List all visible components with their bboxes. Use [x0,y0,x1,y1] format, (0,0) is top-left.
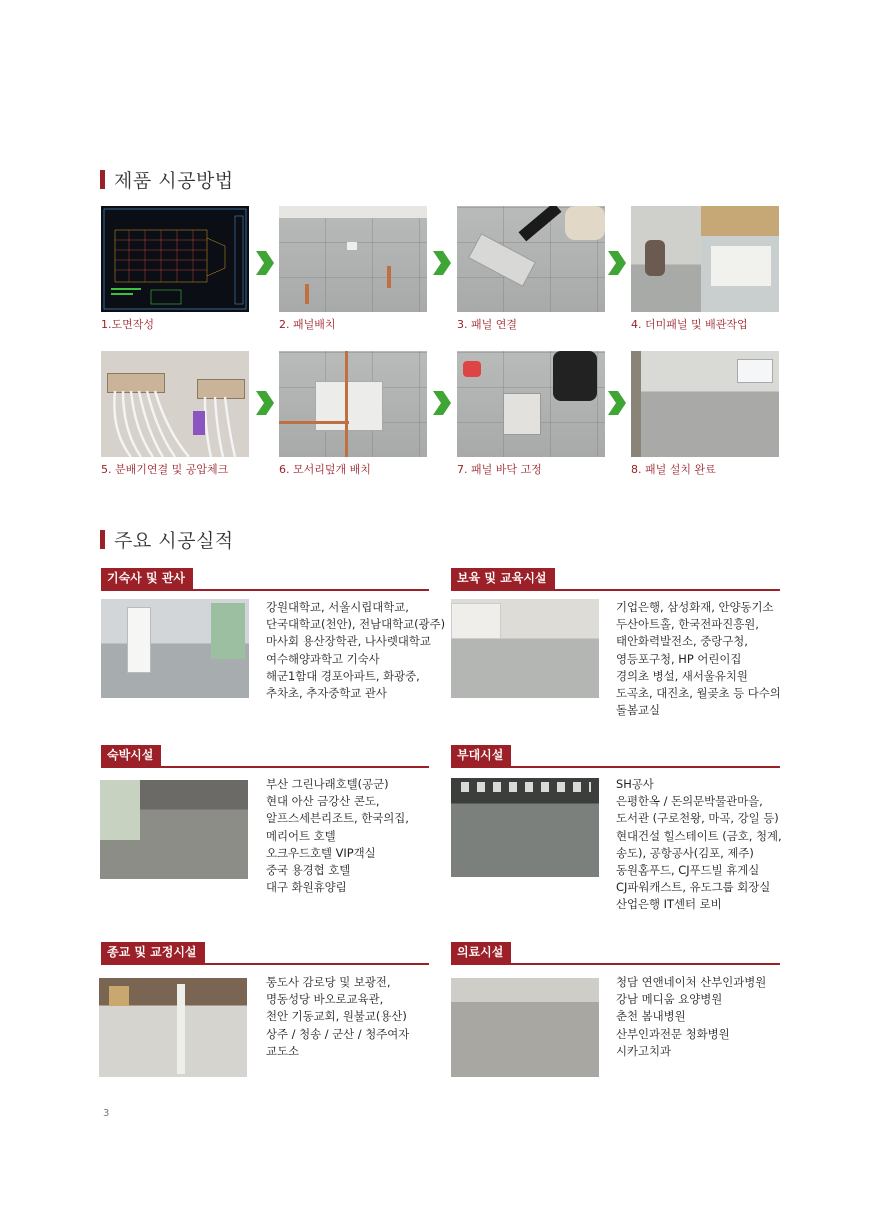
category-title: 기숙사 및 관사 [101,568,193,589]
category-title: 부대시설 [451,745,511,766]
list-item: 현대건설 힐스테이트 (금호, 청계, [616,828,782,843]
list-item: CJ파워캐스트, 유도그룹 회장실 [616,880,771,895]
list-item: 강남 메디움 요양병원 [616,992,723,1007]
step-8 [631,351,779,477]
category-photo [451,778,599,877]
category-list [266,599,445,702]
list-item: 메리어트 호텔 [266,828,336,843]
category-header [101,744,429,768]
step-photo [279,206,427,312]
list-item: 강원대학교, 서울시립대학교, [266,600,409,614]
step-1 [101,206,249,332]
list-item: 두산아트홀, 한국전파진흥원, [616,617,759,632]
step-caption: 2. 패널배치 [279,318,336,331]
category-list [616,776,782,914]
list-item: 오크우드호텔 VIP객실 [266,845,376,860]
step-photo [457,351,605,457]
step-caption: 4. 더미패널 및 배관작업 [631,318,748,331]
list-item: 여수해양과학고 기숙사 [266,651,380,666]
category-list [616,599,781,719]
list-item: 춘천 봄내병원 [616,1009,686,1024]
list-item: 상주 / 청송 / 군산 / 청주여자 [266,1026,410,1041]
chevron-right-icon [431,249,453,277]
list-item: 마사회 용산장학관, 나사렛대학교 [266,634,431,649]
list-item: 기업은행, 삼성화재, 안양동기소 [616,600,774,614]
list-item: 부산 그린나래호텔(공군) [266,777,389,791]
list-item: 명동성당 바오로교육관, [266,992,384,1007]
step-photo [457,206,605,312]
step-caption: 6. 모서리덮개 배치 [279,463,371,476]
list-item: 영등포구청, HP 어린이집 [616,651,742,666]
list-item: 교도소 [266,1043,300,1058]
step-caption: 3. 패널 연결 [457,318,517,331]
step-photo [631,351,779,457]
list-item: 통도사 감로당 및 보광전, [266,975,391,989]
method-section-title [100,166,234,193]
category-title: 숙박시설 [101,745,161,766]
category-photo [451,978,599,1077]
step-caption: 8. 패널 설치 완료 [631,463,716,476]
list-item: 산업은행 IT센터 로비 [616,897,722,912]
category-title: 종교 및 교정시설 [101,942,205,963]
list-item: 청담 연앤네이처 산부인과병원 [616,975,767,989]
category-header [451,567,780,591]
category-title: 보육 및 교육시설 [451,568,555,589]
title-bar [100,530,105,549]
results-section-title [100,526,234,553]
list-item: 단국대학교(천안), 전남대학교(광주) [266,617,446,632]
list-item: 중국 용경협 호텔 [266,863,351,878]
list-item: SH공사 [616,777,654,791]
chevron-right-icon [606,389,628,417]
category-photo [99,978,247,1077]
category-header [451,941,780,965]
list-item: 도곡초, 대진초, 월곶초 등 다수의 [616,686,781,701]
results-title-text: 주요 시공실적 [114,530,234,552]
category-title: 의료시설 [451,942,511,963]
step-caption: 7. 패널 바닥 고정 [457,463,542,476]
chevron-right-icon [254,249,276,277]
category-list [266,974,409,1060]
category-list [266,776,409,896]
list-item: 대구 화원휴양림 [266,880,347,895]
chevron-right-icon [254,389,276,417]
list-item: 알프스세븐리조트, 한국의집, [266,811,409,826]
category-list [616,974,766,1060]
chevron-right-icon [431,389,453,417]
step-photo [279,351,427,457]
title-bar [100,170,105,189]
category-header [101,567,429,591]
method-title-text: 제품 시공방법 [114,170,234,192]
step-photo [101,206,249,312]
list-item: 현대 아산 금강산 콘도, [266,794,380,809]
category-header [101,941,429,965]
step-2 [279,206,427,332]
page-number: 3 [103,1108,110,1119]
list-item: 동원홈푸드, CJ푸드빌 휴게실 [616,863,760,878]
category-photo [451,599,599,698]
step-7 [457,351,605,477]
list-item: 송도), 공항공사(김포, 제주) [616,845,754,860]
step-photo [631,206,779,312]
list-item: 천안 기동교회, 원불교(용산) [266,1009,407,1024]
list-item: 시카고치과 [616,1043,672,1058]
list-item: 추차초, 추자중학교 관사 [266,686,387,701]
list-item: 돌봄교실 [616,703,661,718]
category-photo [101,599,249,698]
list-item: 은평한옥 / 돈의문박물관마을, [616,794,763,809]
category-header [451,744,780,768]
step-6 [279,351,427,477]
step-3 [457,206,605,332]
list-item: 경의초 병설, 새서울유치원 [616,668,748,683]
list-item: 산부인과전문 청화병원 [616,1026,730,1041]
step-4 [631,206,779,332]
step-caption: 5. 분배기연결 및 공압체크 [101,463,229,476]
chevron-right-icon [606,249,628,277]
step-photo [101,351,249,457]
step-caption: 1.도면작성 [101,318,154,331]
category-photo [100,780,248,879]
list-item: 해군1함대 경포아파트, 화광중, [266,668,420,683]
step-5 [101,351,249,477]
list-item: 태안화력발전소, 중랑구청, [616,634,748,649]
list-item: 도서관 (구로천왕, 마곡, 강일 등) [616,811,779,826]
